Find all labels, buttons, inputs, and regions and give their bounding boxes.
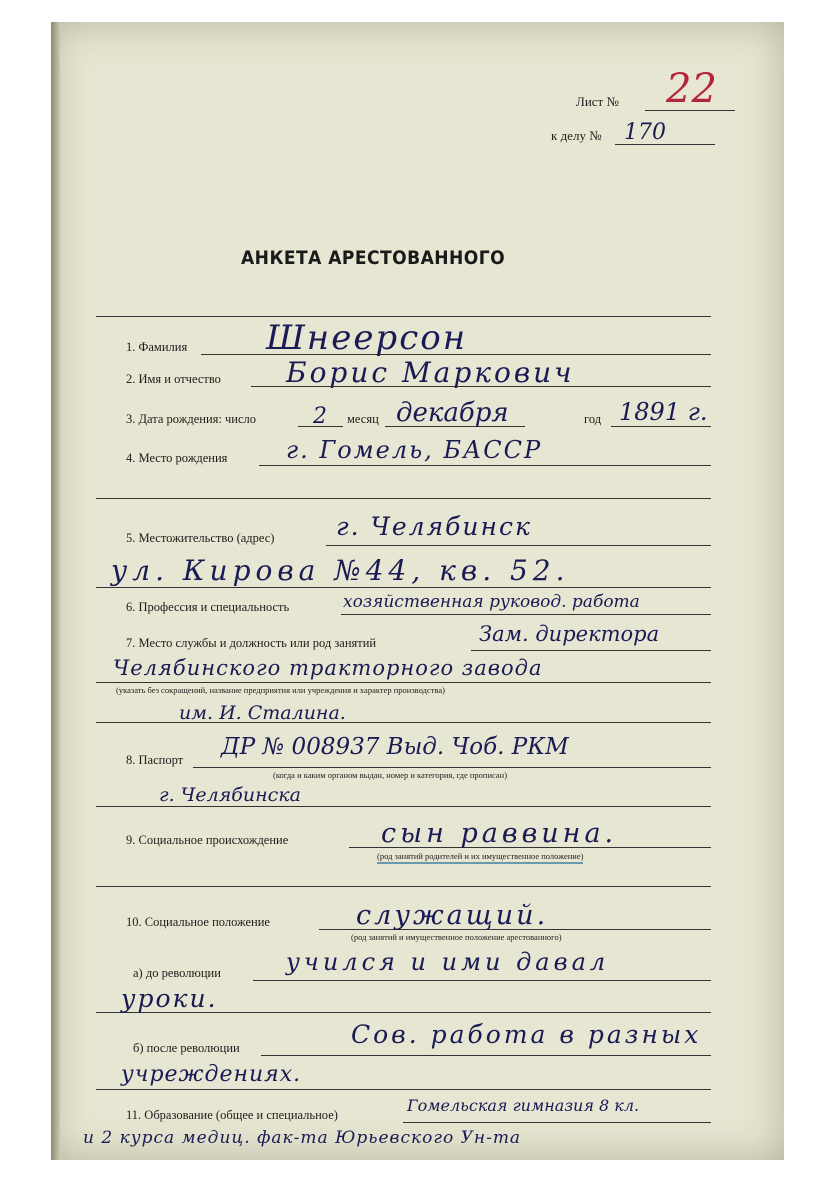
sheet-number: 22 — [666, 66, 717, 112]
birth-date-label: 3. Дата рождения: число — [126, 412, 257, 426]
name-label: 2. Имя и отчество — [126, 372, 221, 386]
surname-label: 1. Фамилия — [126, 340, 188, 354]
birthplace-line — [259, 465, 711, 466]
education-value-1: Гомельская гимназия 8 кл. — [407, 1096, 640, 1115]
passport-line — [193, 767, 711, 768]
passport-label: 8. Паспорт — [126, 753, 184, 767]
surname-value: Шнеерсон — [266, 318, 468, 358]
after-revolution-line — [261, 1055, 711, 1056]
social-status-value: служащий. — [356, 900, 549, 931]
after-revolution-value-2: учреждениях. — [121, 1062, 302, 1087]
birth-year-line — [611, 426, 711, 427]
birth-year: 1891 г. — [619, 398, 708, 426]
case-label: к делу № — [551, 128, 602, 143]
birth-month-label: месяц — [347, 412, 379, 426]
before-revolution-value-1: учился и ими давал — [286, 948, 610, 976]
after-revolution-label: б) после революции — [133, 1041, 240, 1055]
birthplace-value: г. Гомель, БАССР — [286, 436, 543, 464]
document-sheet — [51, 22, 784, 1160]
education-value-2: и 2 курса медиц. фак-та Юрьевского Ун-та — [83, 1128, 522, 1148]
passport-caption: (когда и каким органом выдан, номер и категория, где прописан) — [273, 770, 508, 780]
workplace-line — [471, 650, 711, 651]
rule-top — [96, 316, 711, 317]
workplace-value-1: Зам. директора — [479, 622, 660, 646]
residence-line — [326, 545, 711, 546]
social-status-label: 10. Социальное положение — [126, 915, 270, 929]
social-origin-value: сын раввина. — [381, 818, 618, 849]
sheet-label: Лист № — [576, 94, 619, 109]
passport-line-2 — [96, 806, 711, 807]
residence-line-2 — [96, 587, 711, 588]
birthplace-line-2 — [96, 498, 711, 499]
profession-line — [341, 614, 711, 615]
form-title: АНКЕТА АРЕСТОВАННОГО — [241, 247, 506, 269]
after-revolution-line-2 — [96, 1089, 711, 1090]
education-label: 11. Образование (общее и специальное) — [126, 1108, 338, 1122]
workplace-label: 7. Место службы и должность или род занятий — [126, 636, 377, 650]
passport-value-1: ДР № 008937 Выд. Чоб. РКМ — [221, 734, 569, 760]
residence-value-2: ул. Кирова №44, кв. 52. — [111, 554, 570, 587]
birth-year-label: год — [584, 412, 602, 426]
profession-value: хозяйственная руковод. работа — [343, 592, 640, 612]
workplace-value-3: им. И. Сталина. — [179, 702, 346, 724]
workplace-caption: (указать без сокращений, название предприятия или учреждения и характер производства) — [116, 685, 445, 695]
birth-month: декабря — [396, 398, 509, 428]
social-origin-label: 9. Социальное происхождение — [126, 833, 289, 847]
before-revolution-line — [253, 980, 711, 981]
social-origin-line-2 — [96, 886, 711, 887]
before-revolution-value-2: уроки. — [121, 984, 218, 1013]
profession-label: 6. Профессия и специальность — [126, 600, 290, 614]
after-revolution-value-1: Сов. работа в разных — [351, 1020, 702, 1049]
name-value: Борис Маркович — [286, 356, 575, 389]
social-origin-caption: (род занятий родителей и их имущественное положение) — [377, 851, 583, 864]
birth-day: 2 — [313, 404, 327, 429]
birthplace-label: 4. Место рождения — [126, 451, 228, 465]
before-revolution-label: а) до революции — [133, 966, 221, 980]
passport-value-2: г. Челябинска — [159, 784, 301, 806]
workplace-value-2: Челябинского тракторного завода — [113, 656, 543, 680]
education-line — [403, 1122, 711, 1123]
case-number: 170 — [624, 120, 666, 145]
social-status-caption: (род занятий и имущественное положение арестованного) — [351, 932, 562, 942]
residence-label: 5. Местожительство (адрес) — [126, 531, 275, 545]
workplace-line-2 — [96, 682, 711, 683]
residence-value-1: г. Челябинск — [336, 512, 532, 541]
